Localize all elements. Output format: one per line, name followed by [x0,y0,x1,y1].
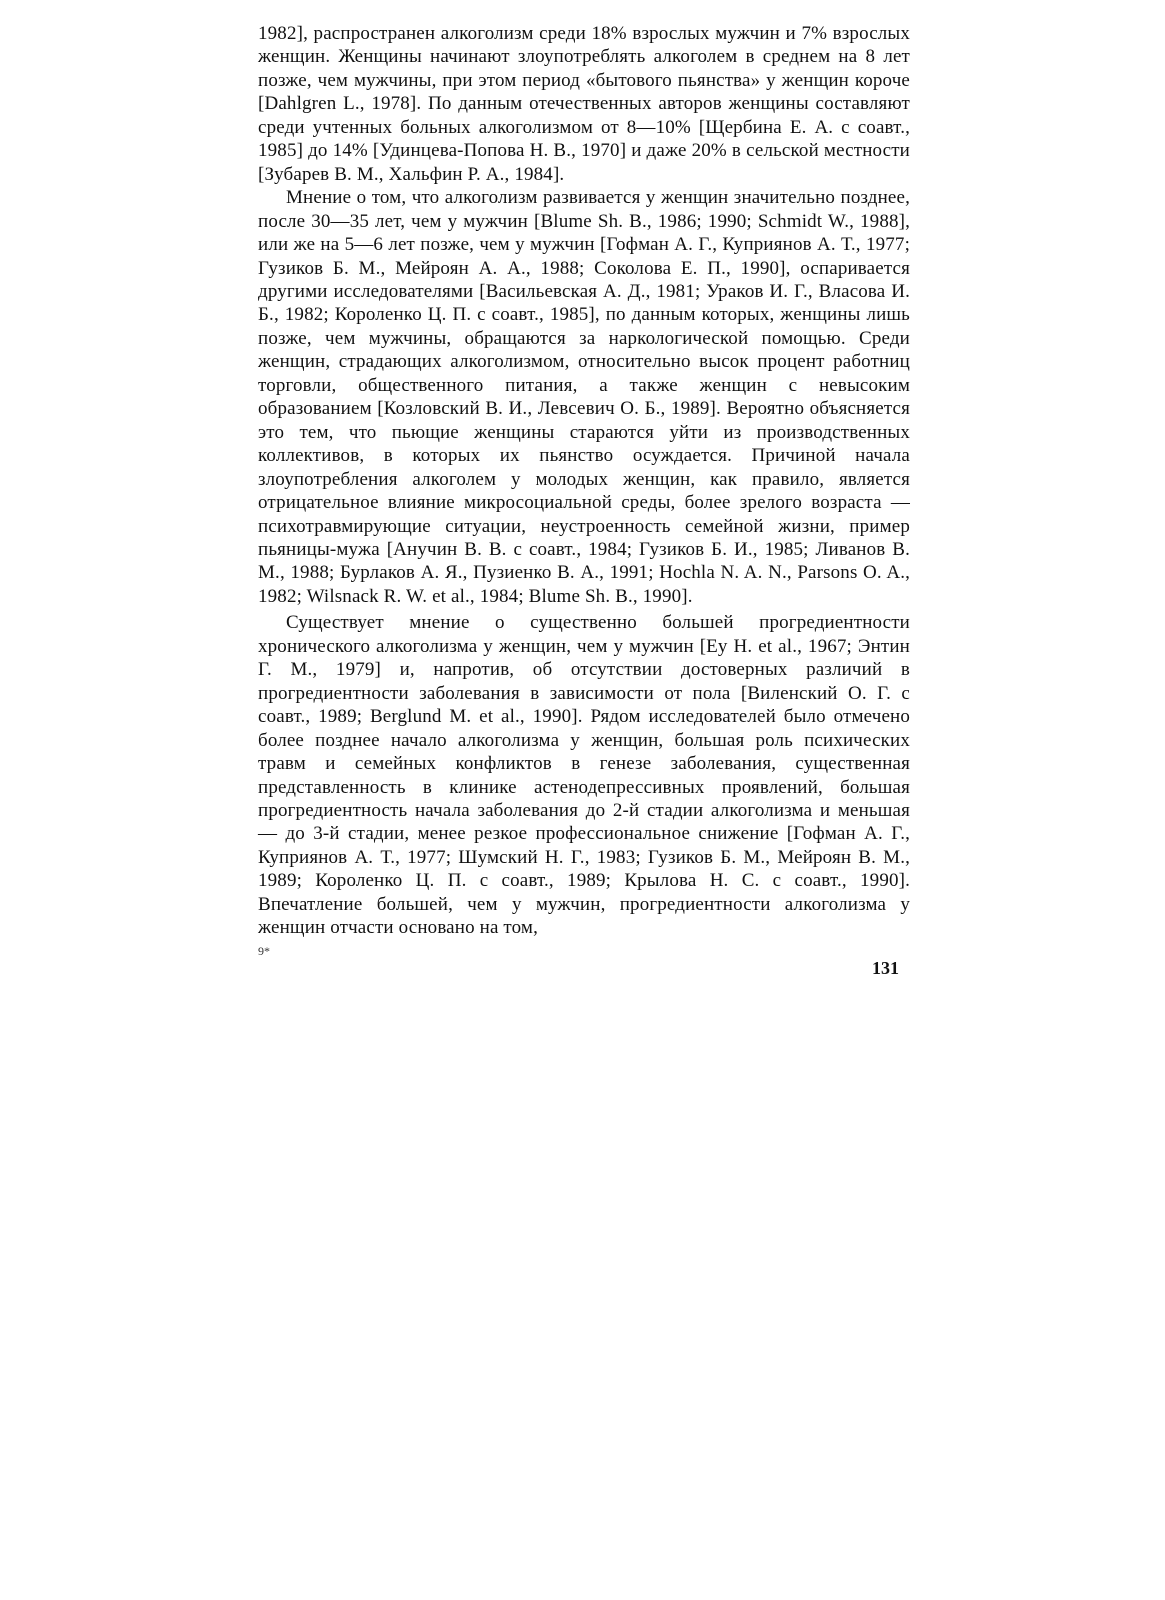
page-text-block [258,22,910,982]
page-number: 131 [872,958,899,978]
paragraph-2: Мнение о том, что алкоголизм развивается у женщин значительно позднее, после 30—35 лет, чем у мужчин [Blume Sh. B., 1986; 1990; Schmidt W., 1988], или же на 5—6 лет позже, чем у мужчин [Гофман А. Г., Куприянов А. Т., 1977; Гузиков Б. М., Мейроян А. А., 1988; Соколова Е. П., 1990], оспаривается другими исследователями [Васильевская А. Д., 1981; Ураков И. Г., Власова И. Б., 1982; Короленко Ц. П. с соавт., 1985], по данным которых, женщины лишь позже, чем мужчины, обращаются за наркологической помощью. Среди женщин, страдающих алкоголизмом, относительно высок процент работниц торговли, общественного питания, а также женщин с невысоким образованием [Козловский В. И., Левсевич О. Б., 1989]. Вероятно объясняется это тем, что пьющие женщины стараются уйти из производственных коллективов, в которых их пьянство осуждается. Причиной начала злоупотребления алкоголем у молодых женщин, как правило, является отрицательное влияние микросоциальной среды, более зрелого возраста — психотравмирующие ситуации, неустроенность семейной жизни, пример пьяницы-мужа [Анучин В. В. с соавт., 1984; Гузиков Б. И., 1985; Ливанов В. М., 1988; Бурлаков А. Я., Пузиенко В. А., 1991; Hochla N. A. N., Parsons O. A., 1982; Wilsnack R. W. et al., 1984; Blume Sh. B., 1990]. [258,187,910,607]
printer-signature-mark: 9* [258,944,270,958]
paragraph-3: Существует мнение о существенно большей прогредиентности хронического алкоголизма у женщин, чем у мужчин [Ey H. et al., 1967; Энтин Г. М., 1979] и, напротив, об отсутствии достоверных различий в прогредиентности заболевания в зависимости от пола [Виленский О. Г. с соавт., 1989; Berglund M. et al., 1990]. Рядом исследователей было отмечено более позднее начало алкоголизма у женщин, большая роль психических травм и семейных конфликтов в генезе заболевания, существенная представленность в клинике астенодепрессивных проявлений, большая прогредиентность начала заболевания до 2-й стадии алкоголизма и меньшая — до 3-й стадии, менее резкое профессиональное снижение [Гофман А. Г., Куприянов А. Т., 1977; Шумский Н. Г., 1983; Гузиков Б. М., Мейроян В. М., 1989; Короленко Ц. П. с соавт., 1989; Крылова Н. С. с соавт., 1990]. Впечатление большей, чем у мужчин, прогредиентности алкоголизма у женщин отчасти основано на том, [258,612,910,939]
paragraph-1: 1982], распространен алкоголизм среди 18% взрослых мужчин и 7% взрослых женщин. Женщины начинают злоупотреблять алкоголем в среднем на 8 лет позже, чем мужчины, при этом период «бытового пьянства» у женщин короче [Dahlgren L., 1978]. По данным отечественных авторов женщины составляют среди учтенных больных алкоголизмом от 8—10% [Щербина Е. А. с соавт., 1985] до 14% [Удинцева-Попова Н. В., 1970] и даже 20% в сельской местности [Зубарев В. М., Хальфин Р. А., 1984]. [258,23,910,185]
